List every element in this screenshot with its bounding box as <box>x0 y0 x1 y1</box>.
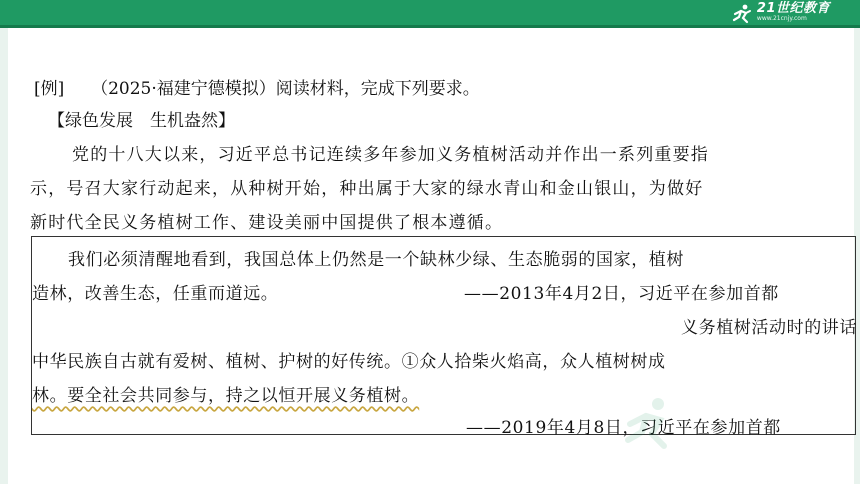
material-title: 【绿色发展 生机盎然】 <box>48 111 235 131</box>
quote-1-source-cont: 义务植树活动时的讲话 <box>681 318 857 338</box>
paragraph-1-line-2: 示，号召大家行动起来，从种树开始，种出属于大家的绿水青山和金山银山，为做好 <box>30 179 704 199</box>
quote-1-source: ——2013年4月2日，习近平在参加首都 <box>464 284 779 304</box>
watermark-runner-icon <box>620 394 680 454</box>
runner-icon <box>731 4 753 24</box>
left-margin-bar <box>0 28 8 484</box>
paragraph-1 <box>30 138 830 240</box>
watermark-logo <box>620 394 840 464</box>
paragraph-1-line-3: 新时代全民义务植树工作、建设美丽中国提供了根本遵循。 <box>30 213 504 233</box>
quote-1-line-1: 我们必须清醒地看到，我国总体上仍然是一个缺林少绿、生态脆弱的国家，植树 <box>68 250 684 270</box>
quote-1-line-2: 造林，改善生态，任重而道远。 <box>32 284 279 304</box>
paragraph-1-line-1: 党的十八大以来，习近平总书记连续多年参加义务植树活动并作出一系列重要指 <box>72 145 709 165</box>
question-header <box>34 72 480 106</box>
quote-2-line-2: 林。要全社会共同参与，持之以恒开展义务植树。 <box>32 386 420 406</box>
brand-url: www.21cnjy.com <box>756 15 807 22</box>
banner-stripe <box>0 25 860 28</box>
question-source: （2025·福建宁德模拟）阅读材料，完成下列要求。 <box>91 79 480 99</box>
brand-logo <box>731 3 830 25</box>
quote-2-line-1 <box>32 347 666 372</box>
top-banner <box>0 0 860 28</box>
question-label: [例] <box>34 79 65 99</box>
quote-2-line-1-text: 中华民族自古就有爱树、植树、护树的好传统。①众人拾柴火焰高，众人植树树成 <box>32 352 666 372</box>
quote-2-source: ——2019年4月8日，习近平在参加首都 <box>466 418 781 438</box>
brand-name: 21世纪教育 <box>756 1 830 16</box>
